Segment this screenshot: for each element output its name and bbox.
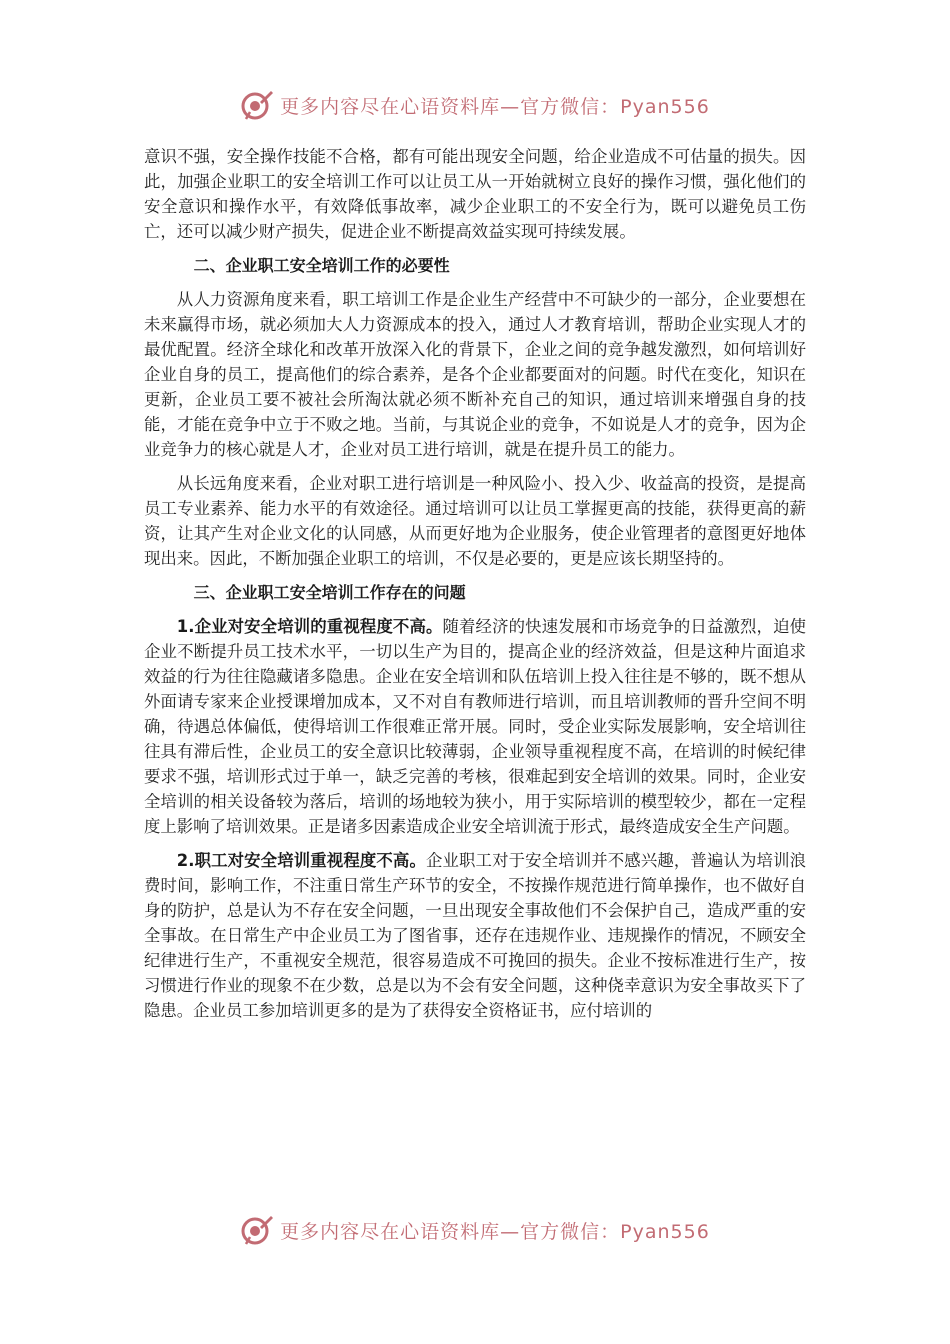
- document-body: [144, 144, 806, 1032]
- paragraph-hr-perspective: 从人力资源角度来看，职工培训工作是企业生产经营中不可缺少的一部分，企业要想在未来赢得市场，就必须加大人力资源成本的投入，通过人才教育培训，帮助企业实现人才的最优配置。经济全球化和改革开放深入化的背景下，企业之间的竞争越发激烈，如何培训好企业自身的员工，提高他们的综合素养，是各个企业都要面对的问题。时代在变化，知识在更新，企业员工要不被社会所淘汰就必须不断补充自己的知识，通过培训来增强自身的技能，才能在竞争中立于不败之地。当前，与其说企业的竞争，不如说是人才的竞争，因为企业竞争力的核心就是人才，企业对员工进行培训，就是在提升员工的能力。: [144, 290, 806, 459]
- paragraph-long-term-perspective: 从长远角度来看，企业对职工进行培训是一种风险小、投入少、收益高的投资，是提高员工专业素养、能力水平的有效途径。通过培训可以让员工掌握更高的技能，获得更高的薪资，让其产生对企业文化的认同感，从而更好地为企业服务，使企业管理者的意图更好地体现出来。因此，不断加强企业职工的培训，不仅是必要的，更是应该长期坚持的。: [144, 474, 806, 568]
- header-banner-text: 更多内容尽在心语资料库—官方微信：Pyan556: [280, 95, 710, 118]
- issue-1-lead: 1.企业对安全培训的重视程度不高。: [176, 617, 443, 636]
- issue-2-lead: 2.职工对安全培训重视程度不高。: [176, 851, 426, 870]
- header-banner: [0, 80, 950, 130]
- paragraph-intro-continuation: 意识不强，安全操作技能不合格，都有可能出现安全问题，给企业造成不可估量的损失。因此，加强企业职工的安全培训工作可以让员工从一开始就树立良好的操作习惯，强化他们的安全意识和操作水平，有效降低事故率，减少企业职工的不安全行为，既可以避免员工伤亡，还可以减少财产损失，促进企业不断提高效益实现可持续发展。: [144, 147, 806, 241]
- pen-logo-icon: [240, 88, 274, 122]
- footer-banner: [0, 1205, 950, 1255]
- paragraph-issue-1: [144, 614, 806, 839]
- section-heading-3: 三、企业职工安全培训工作存在的问题: [193, 583, 466, 602]
- footer-banner-text: 更多内容尽在心语资料库—官方微信：Pyan556: [280, 1220, 710, 1243]
- issue-2-text: 企业职工对于安全培训并不感兴趣，普遍认为培训浪费时间，影响工作，不注重日常生产环节的安全，不按操作规范进行简单操作，也不做好自身的防护，总是认为不存在安全问题，一旦出现安全事故他们不会保护自己，造成严重的安全事故。在日常生产中企业员工为了图省事，还存在违规作业、违规操作的情况，不顾安全纪律进行生产，不重视安全规范，很容易造成不可挽回的损失。企业不按标准进行生产，按习惯进行作业的现象不在少数，总是以为不会有安全问题，这种侥幸意识为安全事故买下了隐患。企业员工参加培训更多的是为了获得安全资格证书，应付培训的: [144, 851, 806, 1020]
- issue-1-text: 随着经济的快速发展和市场竞争的日益激烈，迫使企业不断提升员工技术水平，一切以生产为目的，提高企业的经济效益，但是这种片面追求效益的行为往往隐藏诸多隐患。企业在安全培训和队伍培训上投入往往是不够的，既不想从外面请专家来企业授课增加成本，又不对自有教师进行培训，而且培训教师的晋升空间不明确，待遇总体偏低，使得培训工作很难正常开展。同时，受企业实际发展影响，安全培训往往具有滞后性，企业员工的安全意识比较薄弱，企业领导重视程度不高，在培训的时候纪律要求不强，培训形式过于单一，缺乏完善的考核，很难起到安全培训的效果。同时，企业安全培训的相关设备较为落后，培训的场地较为狭小，用于实际培训的模型较少，都在一定程度上影响了培训效果。正是诸多因素造成企业安全培训流于形式，最终造成安全生产问题。: [144, 617, 806, 836]
- paragraph-issue-2: [144, 848, 806, 1023]
- pen-logo-icon: [240, 1213, 274, 1247]
- section-heading-2: 二、企业职工安全培训工作的必要性: [193, 256, 450, 275]
